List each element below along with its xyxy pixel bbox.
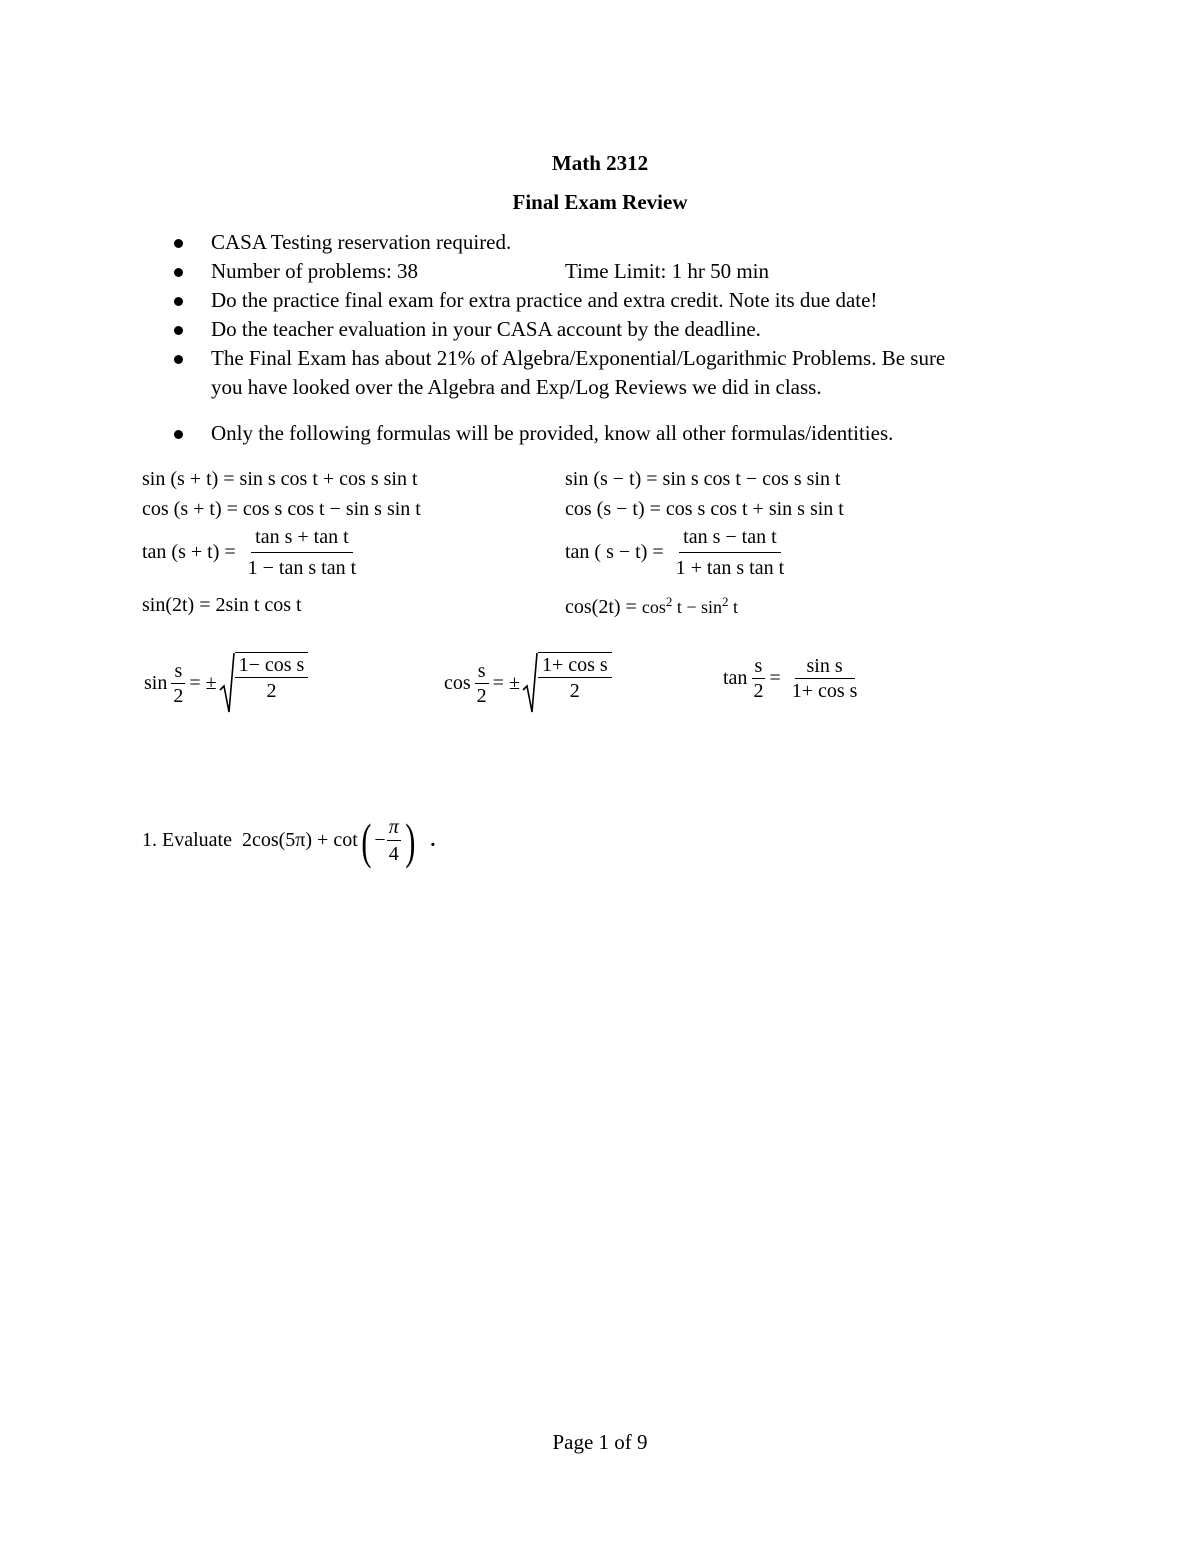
tan-diff-fraction: $\frac{\text{tan s − tan t}}{\text{1 + tan s tan t}}$: [675, 526, 785, 579]
formula-cos-double: $\cos(2t) = \cos^2 t - \sin^2 t$: [565, 594, 739, 618]
list-item: CASA Testing reservation required.: [170, 228, 1070, 257]
square-root-icon: 1+ cos s 2: [522, 652, 612, 714]
list-item: Do the practice final exam for extra practice and extra credit. Note its due date!: [170, 286, 1070, 315]
formula-cos-diff: cos (s − t) = cos s cos t + sin s sin t: [565, 498, 844, 520]
formula-sin-sum: sin (s + t) = sin s cos t + cos s sin t: [142, 468, 418, 490]
formula-sin-double: sin(2t) = 2sin t cos t: [142, 594, 302, 616]
formula-half-tan: tan $\frac{s}{2}$ = $\frac{\text{sin s}}{\text{1+ cos s}}$: [723, 655, 858, 702]
problem-1: 1. Evaluate 2cos(5π) + cot ( − $\frac{\pi}{4}$ ) .: [142, 812, 436, 869]
page-number: Page 1 of 9: [552, 1430, 648, 1454]
formula-half-sin: sin $\frac{s}{2}$ = ± 1− cos s 2: [144, 652, 308, 714]
list-item: Number of problems: 38 Time Limit: 1 hr 50 min: [170, 257, 1070, 286]
list-item: The Final Exam has about 21% of Algebra/Exponential/Logarithmic Problems. Be sure you have looked over the Algebra and Exp/Log Reviews we did in class.: [170, 344, 1070, 402]
bullet-icon: [174, 268, 183, 277]
page-title: Final Exam Review: [512, 190, 688, 214]
list-item: Only the following formulas will be provided, know all other formulas/identities.: [170, 419, 1070, 448]
formula-half-cos: cos $\frac{s}{2}$ = ± 1+ cos s 2: [444, 652, 612, 714]
bullet-icon: [174, 430, 183, 439]
course-title: Math 2312: [551, 151, 649, 175]
bullet-icon: [174, 297, 183, 306]
bullet-icon: [174, 239, 183, 248]
formula-tan-sum: tan (s + t) = $\frac{\text{tan s + tan t}}{\text{1 − tan s tan t}}$: [142, 524, 360, 581]
tan-sum-fraction: $\frac{\text{tan s + tan t}}{\text{1 − tan s tan t}}$: [247, 526, 357, 579]
formula-cos-sum: cos (s + t) = cos s cos t − sin s sin t: [142, 498, 421, 520]
instruction-list: [170, 228, 1070, 448]
list-item: Do the teacher evaluation in your CASA account by the deadline.: [170, 315, 1070, 344]
bullet-icon: [174, 326, 183, 335]
formula-tan-diff: tan ( s − t) = $\frac{\text{tan s − tan t}}{\text{1 + tan s tan t}}$: [565, 524, 788, 581]
square-root-icon: 1− cos s 2: [219, 652, 309, 714]
bullet-icon: [174, 355, 183, 364]
formula-sin-diff: sin (s − t) = sin s cos t − cos s sin t: [565, 468, 841, 490]
